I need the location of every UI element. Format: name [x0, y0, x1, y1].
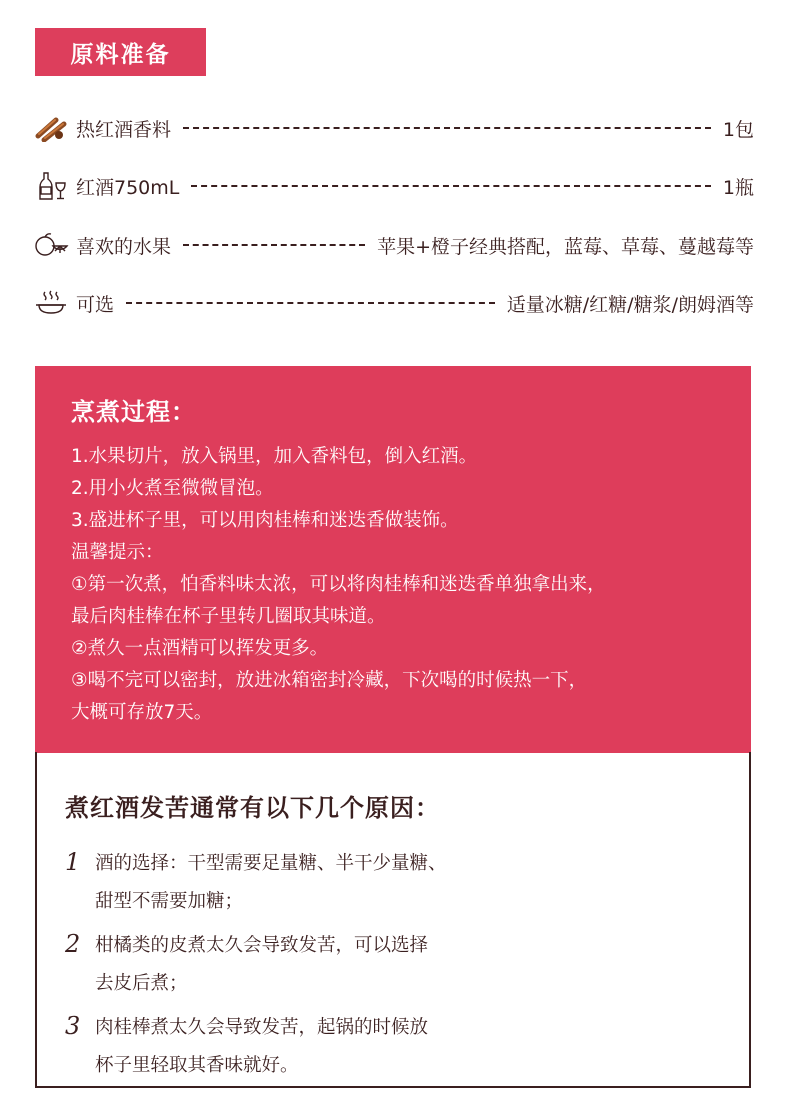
reason-line: 去皮后煮； — [95, 973, 188, 994]
ingredient-row — [32, 228, 754, 262]
reason-line: 甜型不需要加糖； — [95, 891, 244, 912]
reason-line: 酒的选择：干型需要足量糖、半干少量糖、 — [95, 853, 447, 874]
section-title-ingredients: 原料准备 — [35, 28, 206, 76]
fruit-icon — [32, 230, 70, 260]
reason-line: 肉桂棒煮太久会导致发苦，起锅的时候放 — [95, 1017, 429, 1038]
dash-leader — [126, 302, 495, 304]
ingredient-amount: 适量冰糖/红糖/糖浆/朗姆酒等 — [506, 293, 754, 316]
bitterness-reasons-panel — [35, 752, 751, 1088]
ingredient-row — [32, 286, 754, 320]
process-title: 烹煮过程： — [71, 398, 196, 426]
wine-bottle-icon — [32, 171, 70, 201]
ingredient-amount: 1包 — [722, 118, 754, 141]
reason-item — [65, 1009, 749, 1085]
tip-line: ②煮久一点酒精可以挥发更多。 — [71, 638, 329, 659]
cinnamon-icon — [32, 113, 70, 143]
reasons-title: 煮红酒发苦通常有以下几个原因： — [65, 794, 440, 822]
reason-text — [95, 927, 428, 1003]
tip-line: 最后肉桂棒在杯子里转几圈取其味道。 — [71, 606, 386, 627]
dash-leader — [183, 127, 711, 129]
dash-leader — [191, 185, 711, 187]
tip-line: ①第一次煮，怕香料味太浓，可以将肉桂棒和迷迭香单独拿出来， — [71, 574, 606, 595]
dash-leader — [183, 244, 365, 246]
ingredient-name: 热红酒香料 — [76, 118, 172, 141]
reason-number: 2 — [65, 930, 81, 958]
ingredient-name: 可选 — [76, 293, 115, 316]
ingredient-amount: 1瓶 — [722, 176, 754, 199]
process-step: 1.水果切片，放入锅里，加入香料包，倒入红酒。 — [71, 446, 478, 467]
reason-text — [95, 1009, 428, 1085]
reason-number: 3 — [65, 1012, 81, 1040]
process-step: 2.用小火煮至微微冒泡。 — [71, 478, 274, 499]
ingredient-row — [32, 111, 754, 145]
ingredient-name: 喜欢的水果 — [76, 235, 172, 258]
process-step: 3.盛进杯子里，可以用肉桂棒和迷迭香做装饰。 — [71, 510, 459, 531]
cooking-pot-icon — [32, 288, 70, 318]
ingredient-amount: 苹果+橙子经典搭配，蓝莓、草莓、蔓越莓等 — [377, 235, 754, 258]
reason-text — [95, 845, 447, 921]
reason-number: 1 — [65, 848, 81, 876]
ingredient-row — [32, 169, 754, 203]
cooking-process-panel — [35, 366, 751, 753]
reason-line: 杯子里轻取其香味就好。 — [95, 1055, 299, 1076]
tip-line: ③喝不完可以密封，放进冰箱密封冷藏，下次喝的时候热一下， — [71, 670, 588, 691]
reason-item — [65, 927, 749, 1003]
tips-heading: 温馨提示： — [71, 542, 164, 563]
tip-line: 大概可存放7天。 — [71, 702, 213, 723]
reason-item — [65, 845, 749, 921]
ingredient-name: 红酒750mL — [76, 176, 180, 199]
reason-line: 柑橘类的皮煮太久会导致发苦，可以选择 — [95, 935, 429, 956]
